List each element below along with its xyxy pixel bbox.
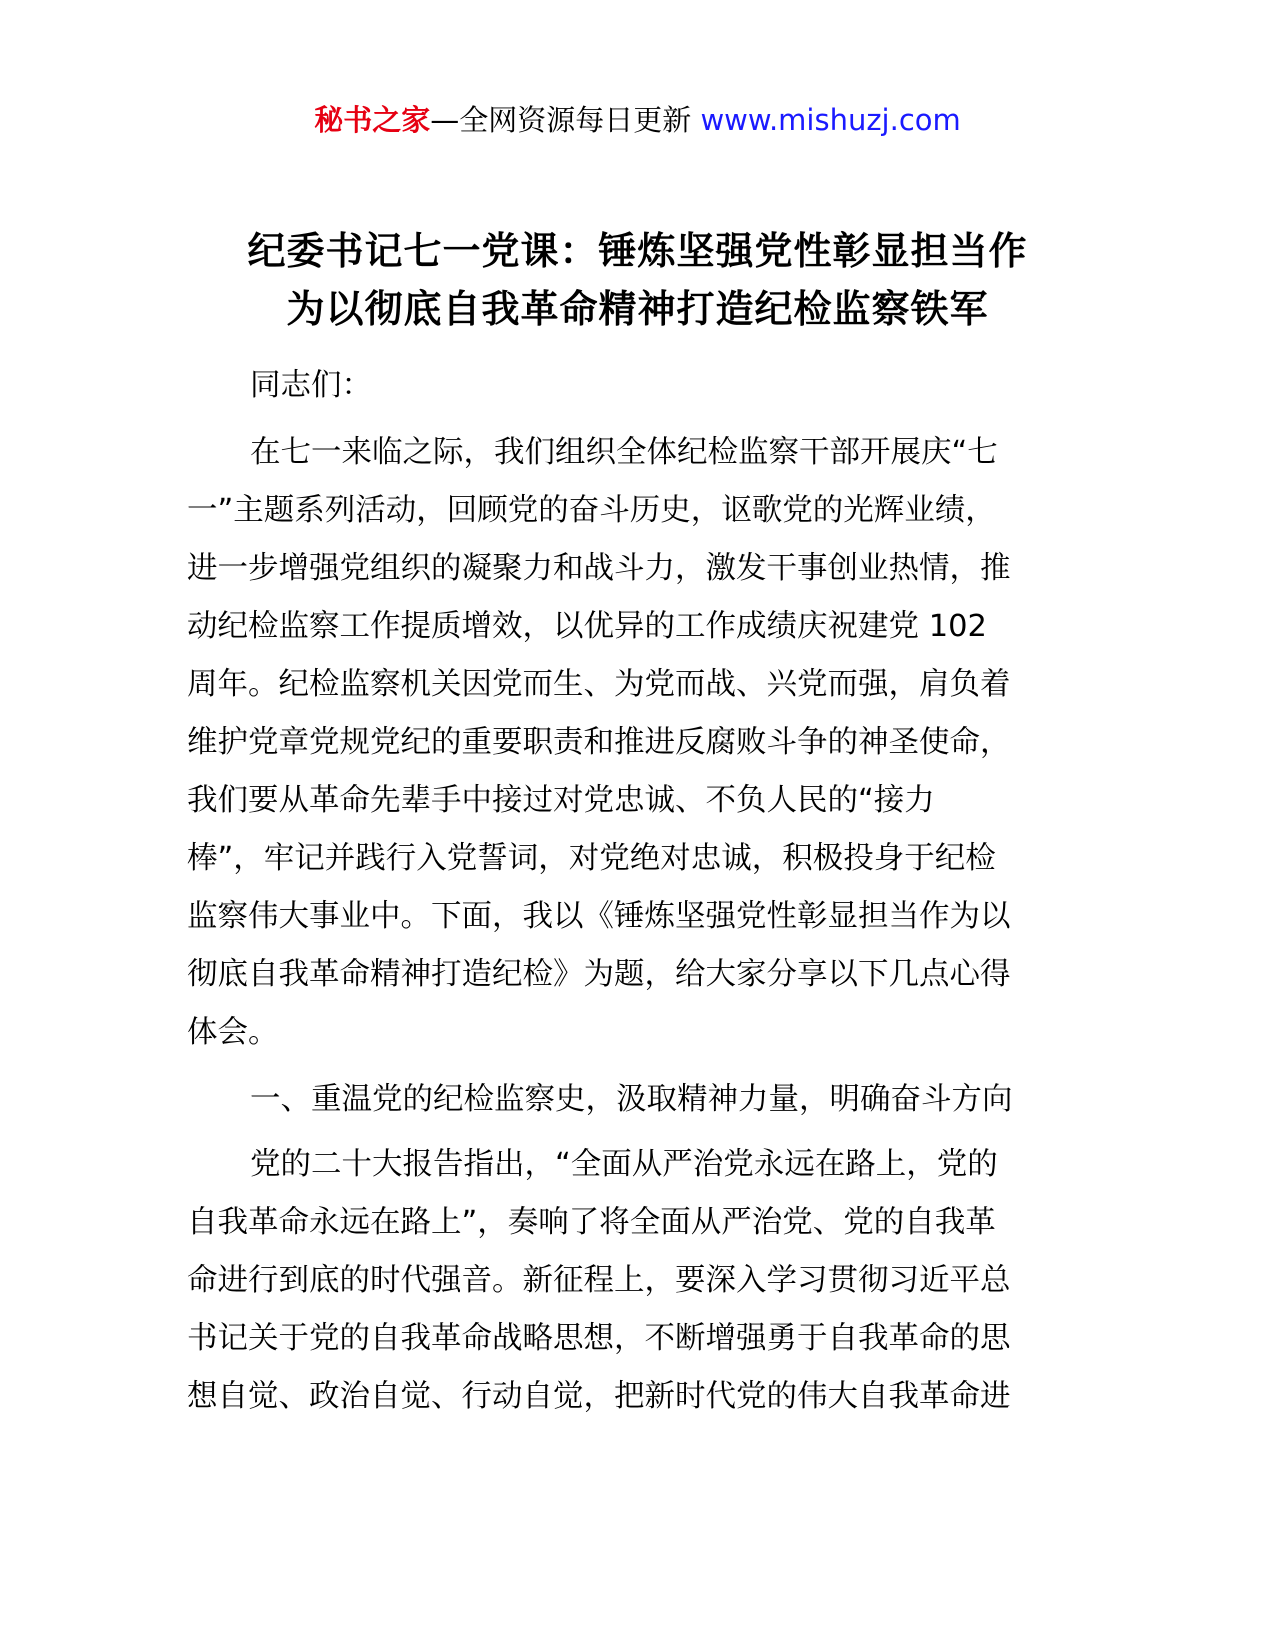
paragraph-line: 一”主题系列活动，回顾党的奋斗历史，讴歌党的光辉业绩， [187,493,996,528]
paragraph-line: 进一步增强党组织的凝聚力和战斗力，激发干事创业热情，推 [187,551,1011,586]
greeting [187,357,1087,415]
paragraph-line: 周年。纪检监察机关因党而生、为党而战、兴党而强，肩负着 [187,667,1011,702]
header-tagline: —全网资源每日更新 [430,103,701,137]
section-heading-1 [187,1071,1087,1129]
paragraph-line: 想自觉、政治自觉、行动自觉，把新时代党的伟大自我革命进 [187,1379,1011,1414]
title-line-1: 纪委书记七一党课：锤炼坚强党性彰显担当作 [247,229,1028,273]
paragraph-line: 我们要从革命先辈手中接过对党忠诚、不负人民的“接力 [187,783,935,818]
paragraph-line: 党的二十大报告指出，“全面从严治党永远在路上，党的 [250,1147,998,1182]
site-header [0,100,1275,140]
paragraph-line: 动纪检监察工作提质增效，以优异的工作成绩庆祝建党 102 [187,609,987,644]
greeting-text: 同志们： [250,368,372,403]
paragraph-line: 体会。 [187,1015,279,1050]
paragraph-2 [187,1136,1087,1426]
paragraph-line: 维护党章党规党纪的重要职责和推进反腐败斗争的神圣使命， [187,725,1011,760]
paragraph-line: 自我革命永远在路上”，奏响了将全面从严治党、党的自我革 [187,1205,996,1240]
paragraph-line: 书记关于党的自我革命战略思想，不断增强勇于自我革命的思 [187,1321,1011,1356]
site-url-link[interactable]: www.mishuzj.com [700,103,961,137]
document-title [150,222,1125,338]
paragraph-line: 命进行到底的时代强音。新征程上，要深入学习贯彻习近平总 [187,1263,1011,1298]
brand-name: 秘书之家 [314,103,431,137]
paragraph-1 [187,424,1087,1062]
title-line-2: 为以彻底自我革命精神打造纪检监察铁军 [286,287,989,331]
section-heading-text: 一、重温党的纪检监察史，汲取精神力量，明确奋斗方向 [250,1082,1013,1117]
paragraph-line: 在七一来临之际，我们组织全体纪检监察干部开展庆“七 [250,435,998,470]
paragraph-line: 监察伟大事业中。下面，我以《锤炼坚强党性彰显担当作为以 [187,899,1011,934]
paragraph-line: 棒”，牢记并践行入党誓词，对党绝对忠诚，积极投身于纪检 [187,841,996,876]
paragraph-line: 彻底自我革命精神打造纪检》为题，给大家分享以下几点心得 [187,957,1011,992]
